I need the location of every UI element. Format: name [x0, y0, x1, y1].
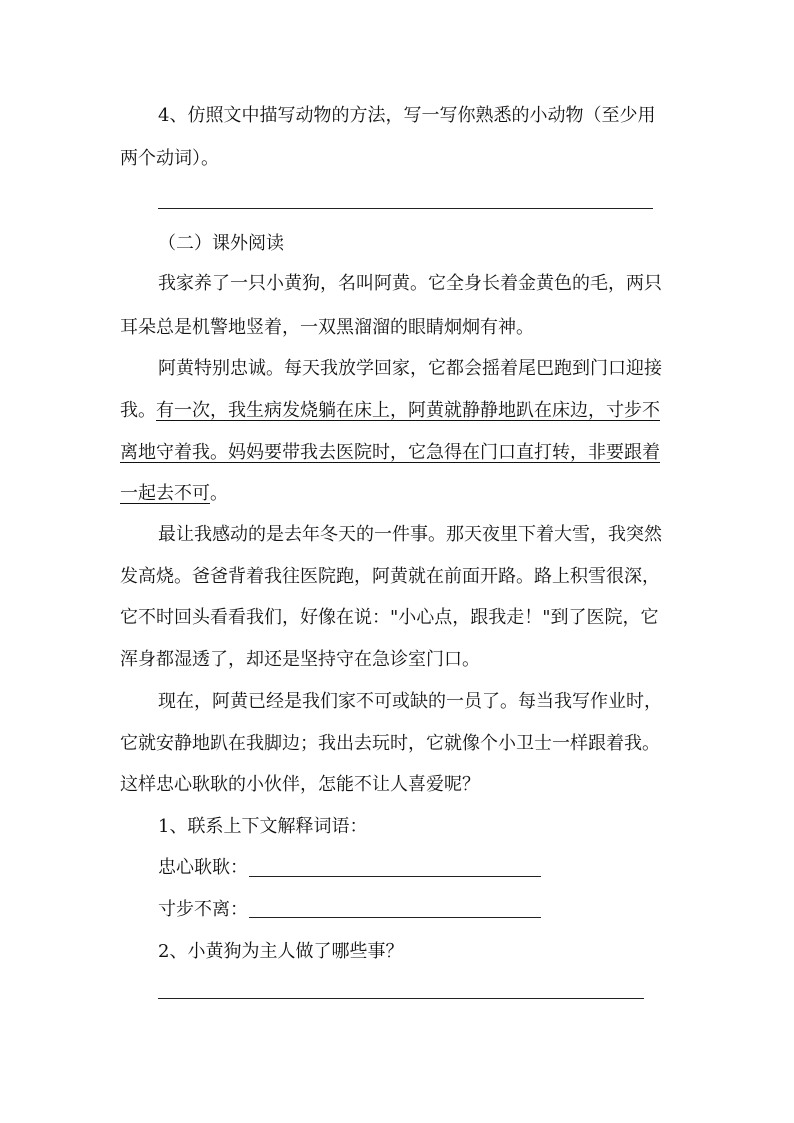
passage-p3-line-1: 最让我感动的是去年冬天的一件事。那天夜里下着大雪，我突然 — [158, 524, 662, 545]
question-4-line-2: 两个动词）。 — [120, 148, 219, 169]
passage-p2-plain-text: 我。 — [120, 400, 156, 421]
passage-p1-line-1: 我家养了一只小黄狗，名叫阿黄。它全身长着金黄色的毛，两只 — [158, 273, 662, 294]
passage-p3-line-3: 它不时回头看看我们，好像在说："小心点，跟我走！"到了医院，它 — [120, 607, 659, 628]
section-title: （二）课外阅读 — [158, 233, 284, 254]
passage-p3-line-2: 发高烧。爸爸背着我往医院跑，阿黄就在前面开路。路上积雪很深， — [120, 566, 660, 587]
passage-p4-line-1: 现在，阿黄已经是我们家不可或缺的一员了。每当我写作业时， — [158, 691, 662, 712]
passage-p2-line-2 — [120, 399, 660, 423]
answer-line-question-4[interactable] — [158, 208, 653, 209]
answer-line-question-2[interactable] — [158, 998, 644, 999]
passage-p4-line-2: 它就安静地趴在我脚边；我出去玩时，它就像个小卫士一样跟着我。 — [120, 733, 660, 754]
underlined-sentence-part-3: 一起去不可 — [120, 483, 210, 504]
passage-p4-line-3: 这样忠心耿耿的小伙伴，怎能不让人喜爱呢？ — [120, 774, 480, 795]
question-2: 2、小黄狗为主人做了哪些事？ — [158, 941, 404, 962]
passage-p1-line-2: 耳朵总是机警地竖着，一双黑溜溜的眼睛炯炯有神。 — [120, 317, 534, 338]
question-4-line-1: 4、仿照文中描写动物的方法，写一写你熟悉的小动物（至少用 — [158, 105, 656, 126]
passage-p2-line-1: 阿黄特别忠诚。每天我放学回家，它都会摇着尾巴跑到门口迎接 — [158, 358, 662, 379]
underlined-sentence-part-2: 离地守着我。妈妈要带我去医院时，它急得在门口直打转，非要跟着 — [120, 442, 660, 463]
underlined-sentence-part-1: 有一次，我生病发烧躺在床上，阿黄就静静地趴在床边，寸步不 — [156, 400, 660, 421]
passage-p2-line-4 — [120, 482, 228, 506]
passage-p2-line-4-period: 。 — [210, 483, 228, 504]
question-1: 1、联系上下文解释词语： — [158, 816, 368, 837]
passage-p3-line-4: 浑身都湿透了，却还是坚持守在急诊室门口。 — [120, 649, 480, 670]
term-1-label: 忠心耿耿： — [158, 857, 248, 878]
term-2-label: 寸步不离： — [158, 899, 248, 920]
answer-line-term-2[interactable] — [249, 917, 541, 918]
answer-line-term-1[interactable] — [249, 876, 541, 877]
